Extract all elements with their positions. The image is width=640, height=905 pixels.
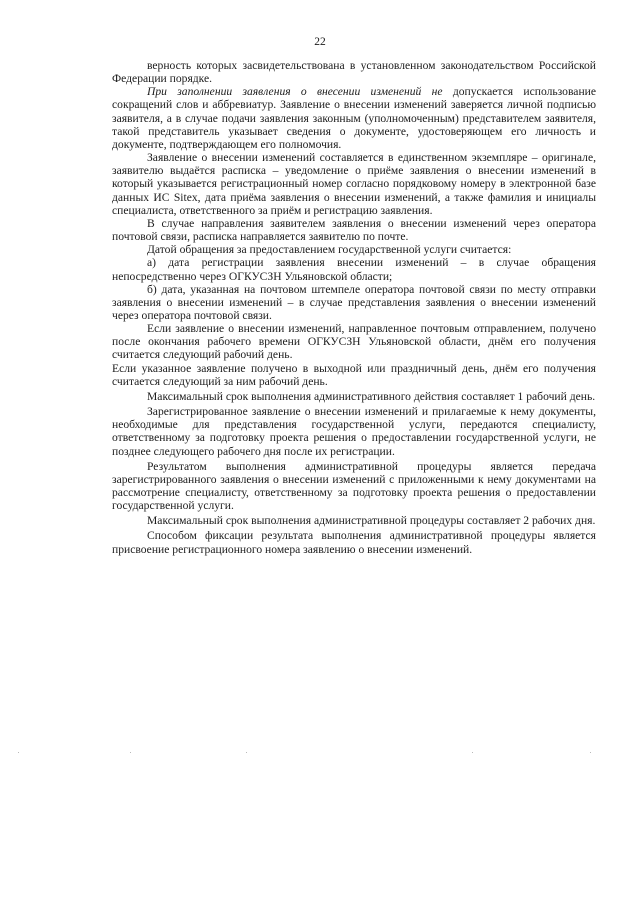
paragraph-p6 [112,256,596,282]
scan-speck [18,752,19,753]
paragraph-text: б) дата, указанная на почтовом штемпеле оператора почтовой связи по месту отправки заявления о внесении изменений – в случае представления заявления о внесении изменений через оператора почтовой связи. [112,282,596,322]
paragraph-p11 [112,405,596,458]
italic-text: При заполнении заявления о внесении изменений не [147,85,443,99]
scan-speck [590,752,591,753]
paragraph-text: Датой обращения за предоставлением государственной услуги считается: [147,243,512,257]
scan-speck [130,752,131,753]
paragraph-p3 [112,151,596,217]
paragraph-text: Зарегистрированное заявление о внесении изменений и прилагаемые к нему документы, необходимые для представления государственной услуги, передаются специалисту, ответственному за подготовку проекта решения о предоставлении государственной услуги, не позднее следующего рабочего дня после их регистрации. [112,405,596,458]
paragraph-text: а) дата регистрации заявления внесении изменений – в случае обращения непосредственно через ОГКУСЗН Ульяновской области; [112,256,596,283]
paragraph-text: Результатом выполнения административной процедуры является передача зарегистрированного заявления о внесении изменений с приложенными к нему документами на рассмотрение специалисту, ответственному за подготовку проекта решения о предоставлении государственной услуги. [112,459,596,513]
document-body [112,59,596,556]
paragraph-text: Если заявление о внесении изменений, направленное почтовым отправлением, получено после окончания рабочего времени ОГКУСЗН Ульяновской области, днём его получения считается следующий рабочий день. [112,322,596,362]
paragraph-text: Максимальный срок выполнения административной процедуры составляет 2 рабочих дня. [147,514,596,528]
paragraph-text: Если указанное заявление получено в выходной или праздничный день, днём его получения считается следующий за ним рабочий день. [112,361,596,388]
paragraph-text: Максимальный срок выполнения административного действия составляет 1 рабочий день. [147,389,596,403]
paragraph-text: допускается использование сокращений слов и аббревиатур. Заявление о внесении изменений заверяется личной подписью заявителя, а в случае подачи заявления законным (уполномоченным) представителем заявителя, такой представитель указывает сведения о документе, удостоверяющем его личность и документе, подтверждающем его полномочия. [112,85,596,151]
paragraph-text: Способом фиксации результата выполнения административной процедуры является присвоение регистрационного номера заявлению о внесении изменений. [112,529,596,556]
paragraph-p2 [112,85,596,151]
paragraph-text: верность которых засвидетельствована в установленном законодательством Российской Федерации порядке. [112,59,596,86]
paragraph-p8 [112,322,596,361]
paragraph-p7 [112,283,596,322]
paragraph-p5 [112,243,596,256]
paragraph-p12 [112,460,596,513]
paragraph-p10 [112,390,596,403]
paragraph-p14 [112,529,596,555]
paragraph-p1 [112,59,596,85]
scan-speck [246,752,247,753]
paragraph-p4 [112,217,596,243]
paragraph-text: В случае направления заявителем заявления о внесении изменений через оператора почтовой связи, расписка направляется заявителю по почте. [112,216,596,244]
paragraph-text: Заявление о внесении изменений составляется в единственном экземпляре – оригинале, заявителю выдаётся расписка – уведомление о приёме заявления о внесении изменений в который указывается регистрационный номер согласно порядковому номеру в электронной базе данных ИС Sitex, дата приёма заявления о внесении изменений, а также фамилия и инициалы специалиста, ответственного за приём и регистрацию заявления. [112,151,596,217]
scan-speck [472,752,473,753]
paragraph-p13 [112,514,596,527]
paragraph-p9 [112,362,596,388]
page-number: 22 [314,36,326,48]
